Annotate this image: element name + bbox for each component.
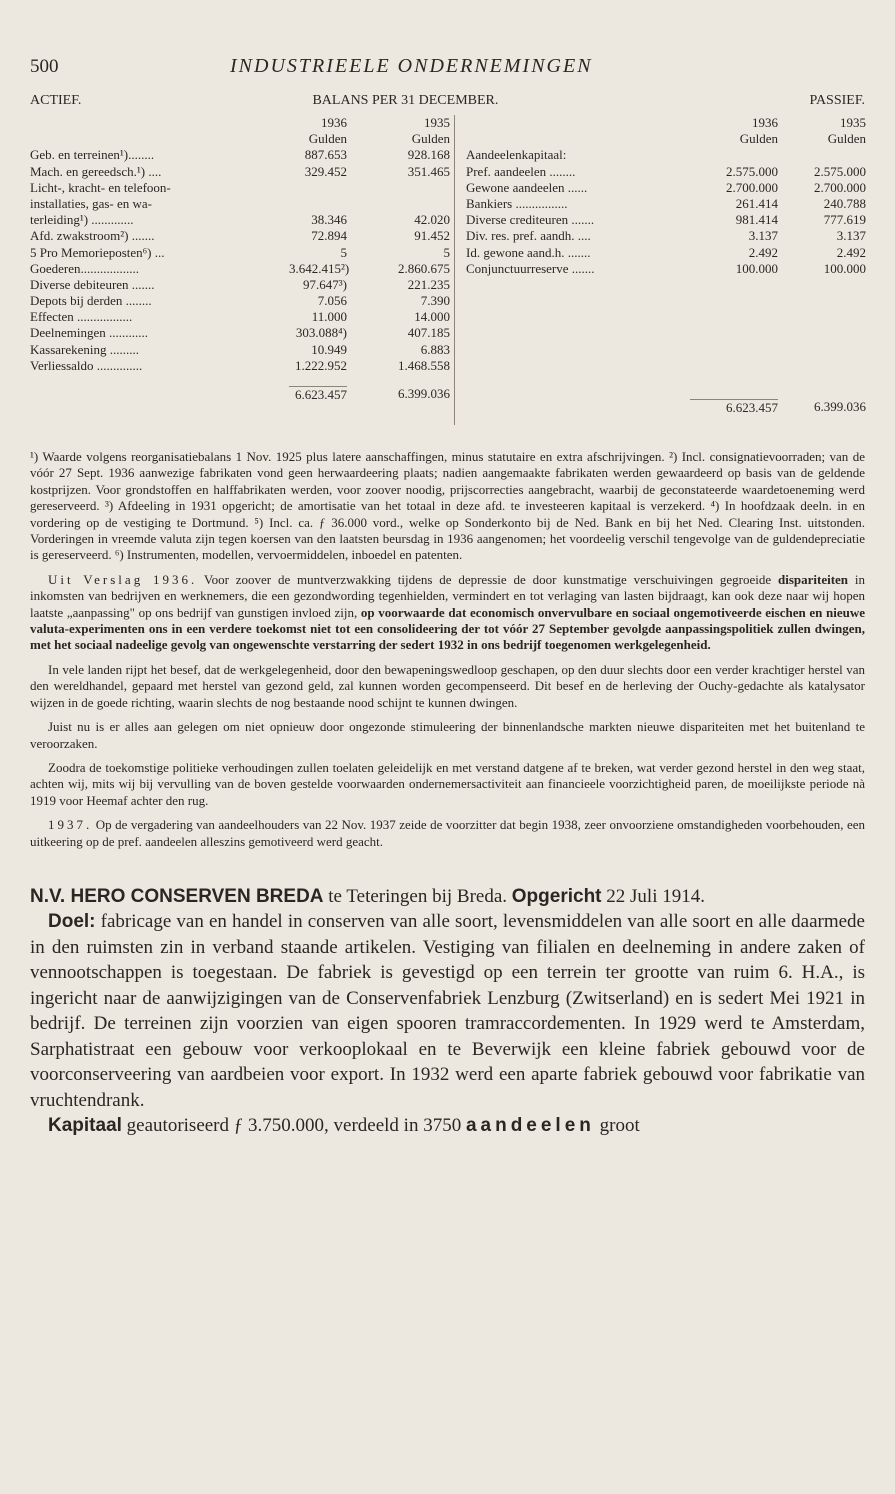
actief-row-1936: 72.894 — [311, 228, 347, 244]
actief-row-1935: 221.235 — [407, 276, 450, 292]
verslag-paragraph-2: In vele landen rijpt het besef, dat de werkgelegenheid, door den bewapeningswedloop geschapen, op den duur slechts door een verder krachtiger herstel van den wereldhandel, gepaard met herstel van gezond geld, zal kunnen worden gecompenseerd. Dit besef en de herleving der Ouchy-gedachte als katalysator wijzen in de goede richting, waarin slechts de nog bestaande nood schijnt te kunnen dwingen. — [30, 661, 865, 710]
actief-row — [30, 196, 450, 212]
actief-row-1935: 5 — [443, 244, 450, 260]
actief-row-label: Goederen.................. — [30, 260, 140, 276]
actief-row-1935: 2.860.675 — [398, 260, 450, 276]
balance-title: BALANS PER 31 DECEMBER. — [312, 93, 499, 108]
page-header — [30, 55, 865, 87]
actief-row-1936: 329.452 — [304, 163, 347, 179]
actief-row — [30, 228, 450, 244]
footnotes: ¹) Waarde volgens reorganisatiebalans 1 Nov. 1925 plus latere aanschaffingen, minus statutaire en extra afschrijvingen. ²) Incl. consignatievoorraden; van de vóór 27 Sept. 1936 aanwezige fabrikaten vond geen herwaardeering plaats; nadien aangemaakte fabrikaten werden gewaardeerd op basis van de geldende kostprijzen. Voor grondstoffen en halffabrikaten werden, voor zoover noodig, prijscorrecties aangebracht, waarbij de geconstateerde waardetoeneming werd gereserveerd. ³) Afdeeling in 1931 opgericht; de amortisatie van het totaal in deze afd. te investeeren kapitaal is verzekerd. ⁴) In hoofdzaak deeln. in en vordering op de vestiging te Dortmund. ⁵) Incl. ca. ƒ 36.000 vord., welke op Sonderkonto bij de Ned. Bank en bij het Ned. Clearing Inst. uitstonden. Vorderingen in vreemde valuta zijn tegen koersen van den laatsten beursdag in 1936 aangenomen; het voordeelig verschil tengevolge van de guldendepreciatie is gereserveerd. ⁶) Instrumenten, modellen, vervoermiddelen, inboedel en patenten. — [30, 449, 865, 563]
actief-total-1935: 6.399.036 — [398, 386, 450, 401]
passief-row-1936: 2.492 — [748, 244, 778, 260]
passief-row-1936: 3.137 — [748, 228, 778, 244]
passief-row-label: Bankiers ................ — [466, 195, 568, 211]
balance-sheet — [30, 115, 865, 443]
actief-row-1935: 1.468.558 — [398, 357, 450, 373]
passief-row-1936: 981.414 — [735, 212, 778, 228]
verslag-paragraph-4: Zoodra de toekomstige politieke verhoudingen zullen toelaten geleidelijk en met verstand datgene af te breken, wat verder gezond herstel in den weg staat, achten wij, mits wij bij vervulling van de boven gestelde voorwaarden ondernemersactiviteit aan financieele voorzichtigheid paren, de moeilijkste periode nà 1919 voor Heemaf achter den rug. — [30, 759, 865, 808]
passief-header-row: 1936 1935 — [752, 115, 866, 130]
actief-row-label: Depots bij derden ........ — [30, 293, 152, 309]
actief-row-label: installaties, gas- en wa- — [30, 195, 153, 211]
actief-row-1935: 14.000 — [414, 309, 450, 325]
actief-row-1936: 5 — [340, 244, 347, 260]
actief-column — [30, 115, 450, 402]
actief-row-label: Mach. en gereedsch.¹) .... — [30, 163, 162, 179]
passief-row-1935: 3.137 — [836, 228, 866, 244]
passief-row-1935: 100.000 — [823, 260, 866, 276]
actief-row — [30, 261, 450, 277]
passief-column — [466, 115, 866, 415]
actief-row-label: Verliessaldo .............. — [30, 357, 143, 373]
actief-row-label: Effecten ................. — [30, 309, 133, 325]
actief-row-1936: 11.000 — [311, 309, 347, 325]
passief-row-1935: 777.619 — [823, 212, 866, 228]
passief-row-label: Pref. aandeelen ........ — [466, 163, 576, 179]
actief-label: ACTIEF. — [30, 93, 82, 108]
actief-row-1936 — [289, 180, 347, 196]
passief-row — [466, 180, 866, 196]
company-name: N.V. HERO CONSERVEN BREDA — [30, 885, 324, 907]
company-heading: N.V. HERO CONSERVEN BREDA te Teteringen bij Breda. Opgericht 22 Juli 1914. — [30, 885, 705, 907]
passief-row — [466, 164, 866, 180]
actief-row-1936: 7.056 — [317, 293, 347, 309]
actief-unit-row: Gulden Gulden — [308, 131, 450, 147]
actief-row — [30, 293, 450, 309]
passief-row-label: Diverse crediteuren ....... — [466, 212, 595, 228]
company-doel: Doel: fabricage van en handel in conserven van alle soort, levensmiddelen van alle soort en alle daarmede in den ruimsten zin in verband staande artikelen. Vestiging van filialen en deelneming in andere zaken of vennootschappen is toegestaan. De fabriek is gevestigd op een terrein ter grootte van ruim 6. H.A., is ingericht naar de aanwijzigingen van de Conservenfabriek Lenzburg (Zwitserland) en is sedert Mei 1921 in bedrijf. De terreinen zijn voorzien van eigen spooren tramraccordementen. In 1929 werd te Amsterdam, Sarphatistraat een gebouw voor verkooplokaal en te Beverwijk een kleine fabriek gebouwd voor de voorconserveering van aardbeien voor export. In 1932 werd een aparte fabriek gebouwd voor fabrikatie van vruchtendrank. — [30, 911, 865, 1111]
actief-row-1935: 91.452 — [414, 228, 450, 244]
actief-row — [30, 309, 450, 325]
passief-row-1936 — [690, 147, 778, 163]
company-kapitaal: Kapitaal geautoriseerd ƒ 3.750.000, verdeeld in 3750 aandeelen groot — [48, 1115, 640, 1137]
actief-row-1936: 3.642.415²) — [289, 260, 350, 276]
passief-row-label: Id. gewone aand.h. ....... — [466, 244, 591, 260]
passief-row-label: Div. res. pref. aandh. .... — [466, 228, 591, 244]
verslag-paragraph-3: Juist nu is er alles aan gelegen om niet opnieuw door ongezonde stimuleering der binnenlandsche markten nieuwe dispariteiten met het buitenland te veroorzaken. — [30, 719, 865, 751]
actief-row-label: Kassarekening ......... — [30, 341, 140, 357]
actief-row — [30, 180, 450, 196]
actief-row — [30, 342, 450, 358]
passief-row-1935 — [778, 147, 866, 163]
actief-row-label: Deelnemingen ............ — [30, 325, 149, 341]
passief-row-1935: 2.700.000 — [814, 179, 866, 195]
passief-label: PASSIEF. — [809, 93, 865, 108]
actief-row-1935: 351.465 — [407, 163, 450, 179]
actief-row — [30, 245, 450, 261]
actief-row-1935: 407.185 — [407, 325, 450, 341]
actief-row-label: Licht-, kracht- en telefoon- — [30, 179, 171, 195]
actief-row — [30, 358, 450, 374]
document-page — [30, 55, 865, 1139]
column-divider — [454, 115, 455, 425]
actief-row-1935: 6.883 — [420, 341, 450, 357]
actief-row-1935: 928.168 — [407, 147, 450, 163]
company-entry — [30, 884, 865, 1139]
actief-row-1936: 38.346 — [311, 212, 347, 228]
actief-row-1936: 303.088⁴) — [295, 325, 347, 341]
passief-row-label: Aandeelenkapitaal: — [466, 147, 567, 163]
actief-row-1936: 10.949 — [311, 341, 347, 357]
passief-row-1935: 2.575.000 — [814, 163, 866, 179]
passief-row-label: Gewone aandeelen ...... — [466, 179, 588, 195]
actief-row — [30, 147, 450, 163]
balance-heading — [30, 93, 865, 115]
actief-row-label: terleiding¹) ............. — [30, 212, 134, 228]
actief-row-1935 — [347, 180, 450, 196]
actief-row-label: Diverse debiteuren ....... — [30, 276, 155, 292]
passief-total-row — [466, 399, 866, 415]
actief-row-1936 — [289, 196, 347, 212]
actief-total-row — [30, 386, 450, 402]
actief-row-1936: 887.653 — [304, 147, 347, 163]
passief-row — [466, 245, 866, 261]
actief-row-label: Geb. en terreinen¹)........ — [30, 147, 155, 163]
passief-row-label: Conjunctuurreserve ....... — [466, 260, 595, 276]
verslag-paragraph-5: 1937. Op de vergadering van aandeelhouders van 22 Nov. 1937 zeide de voorzitter dat begin 1938, zeer onvoorziene omstandigheden voorbehouden, een uitkeering op de pref. aandeelen alleszins gemotiveerd werd geacht. — [30, 817, 865, 849]
passief-total-1935: 6.399.036 — [814, 399, 866, 414]
passief-row-1936: 2.575.000 — [726, 163, 778, 179]
passief-row-1936: 100.000 — [735, 260, 778, 276]
passief-total-1936: 6.623.457 — [690, 399, 778, 415]
actief-row — [30, 164, 450, 180]
actief-total-1936: 6.623.457 — [289, 386, 347, 402]
passief-row — [466, 196, 866, 212]
actief-row — [30, 277, 450, 293]
actief-row-label: 5 Pro Memorieposten⁶) ... — [30, 244, 165, 260]
passief-row-1936: 261.414 — [735, 195, 778, 211]
actief-row-1935 — [347, 196, 450, 212]
verslag-paragraph-1: Uit Verslag 1936. Voor zoover de muntverzwakking tijdens de depressie de door kunstmatige verschuivingen gegroeide dispariteiten in inkomsten van bedrijven en werknemers, die een gezondwording tegenhielden, vermindert en tot verlaging van lasten bijdraagt, kan ook deze naar wij hopen laatste „aanpassing" op ons bedrijf van gunstigen invloed zijn, op voorwaarde dat economisch onvervulbare en sociaal ongemotiveerde eischen en nieuwe valuta-experimenten ons in een verdere toekomst niet tot een consolideering der tot vóór 27 September gevolgde aanpassingspolitiek zullen dwingen, met het sociaal nadeelige gevolg van ongewenschte verstarring der sedert 1932 in ons bedrijf toegenomen werkgelegenheid. — [30, 571, 865, 653]
actief-row-1935: 42.020 — [414, 212, 450, 228]
actief-row — [30, 325, 450, 341]
passief-row — [466, 147, 866, 163]
actief-row-1936: 97.647³) — [303, 276, 347, 292]
passief-row — [466, 228, 866, 244]
actief-row-1936: 1.222.952 — [295, 357, 347, 373]
actief-row-1935: 7.390 — [420, 293, 450, 309]
actief-row — [30, 212, 450, 228]
running-title: INDUSTRIEELE ONDERNEMINGEN — [230, 55, 593, 77]
actief-row-label: Afd. zwakstroom²) ....... — [30, 228, 155, 244]
passief-row-1935: 2.492 — [836, 244, 866, 260]
passief-row — [466, 212, 866, 228]
page-number: 500 — [30, 56, 59, 77]
passief-row — [466, 261, 866, 277]
verslag-lead: Uit Verslag 1936. — [48, 571, 198, 587]
actief-header-row: 1936 1935 — [321, 115, 450, 130]
passief-row-1935: 240.788 — [823, 195, 866, 211]
passief-row-1936: 2.700.000 — [726, 179, 778, 195]
passief-unit-row: Gulden Gulden — [739, 131, 866, 147]
